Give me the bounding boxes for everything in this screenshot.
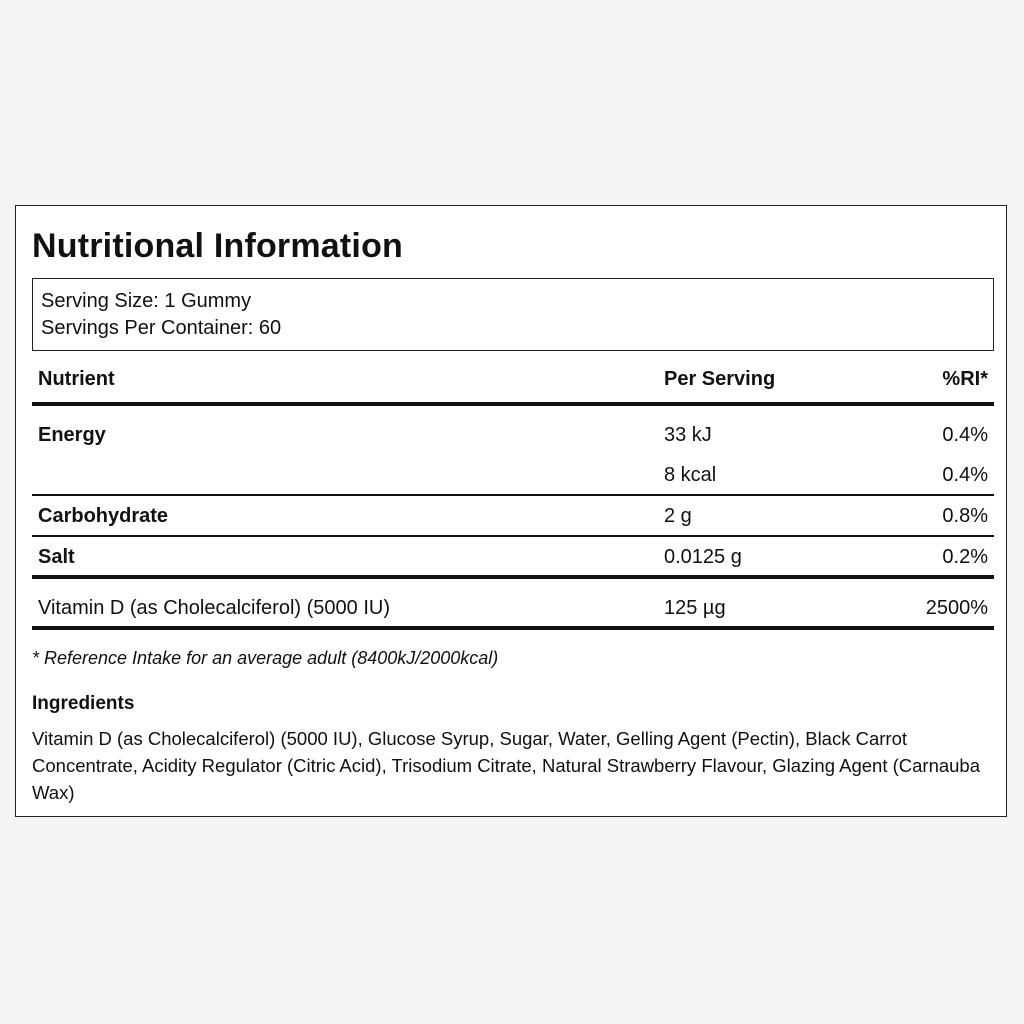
ingredients-list: Vitamin D (as Cholecalciferol) (5000 IU), Glucose Syrup, Sugar, Water, Gelling Agent (Pectin), Black Carrot Concentrate, Acidity Regulator (Citric Acid), Trisodium Citrate, Natural Strawberry Flavour, Glazing Agent (Carnauba Wax) (32, 728, 981, 803)
row-nutrient: Vitamin D (as Cholecalciferol) (5000 IU) (38, 597, 390, 619)
table-row (32, 502, 994, 530)
row-nutrient: Carbohydrate (38, 505, 169, 527)
row-nutrient: Salt (38, 546, 75, 568)
table-row (32, 461, 994, 489)
section-divider (32, 575, 994, 579)
row-ri: 0.4% (942, 464, 988, 486)
row-divider (32, 494, 994, 496)
row-per-serving: 125 µg (664, 597, 726, 619)
label-title: Nutritional Information (32, 227, 404, 265)
table-bottom-divider (32, 626, 994, 630)
row-ri: 0.4% (942, 424, 988, 446)
row-per-serving: 0.0125 g (664, 546, 742, 568)
reference-intake-footnote: * Reference Intake for an average adult (8400kJ/2000kcal) (32, 648, 499, 668)
servings-per-container: Servings Per Container: 60 (41, 317, 282, 339)
header-nutrient: Nutrient (38, 368, 115, 390)
table-row (32, 594, 994, 622)
row-per-serving: 2 g (664, 505, 692, 527)
row-per-serving: 33 kJ (664, 424, 712, 446)
header-ri: %RI* (942, 368, 988, 390)
row-divider (32, 535, 994, 537)
row-ri: 0.8% (942, 505, 988, 527)
row-ri: 0.2% (942, 546, 988, 568)
row-nutrient: Energy (38, 424, 106, 446)
header-per-serving: Per Serving (664, 368, 776, 390)
header-divider (32, 402, 994, 406)
table-row (32, 421, 994, 449)
row-ri: 2500% (925, 597, 988, 619)
row-per-serving: 8 kcal (664, 464, 717, 486)
serving-info-box (32, 278, 994, 351)
ingredients-heading: Ingredients (32, 693, 135, 714)
table-row (32, 543, 994, 571)
table-header (32, 368, 994, 402)
nutrition-label (15, 205, 1007, 817)
serving-size: Serving Size: 1 Gummy (41, 290, 252, 312)
